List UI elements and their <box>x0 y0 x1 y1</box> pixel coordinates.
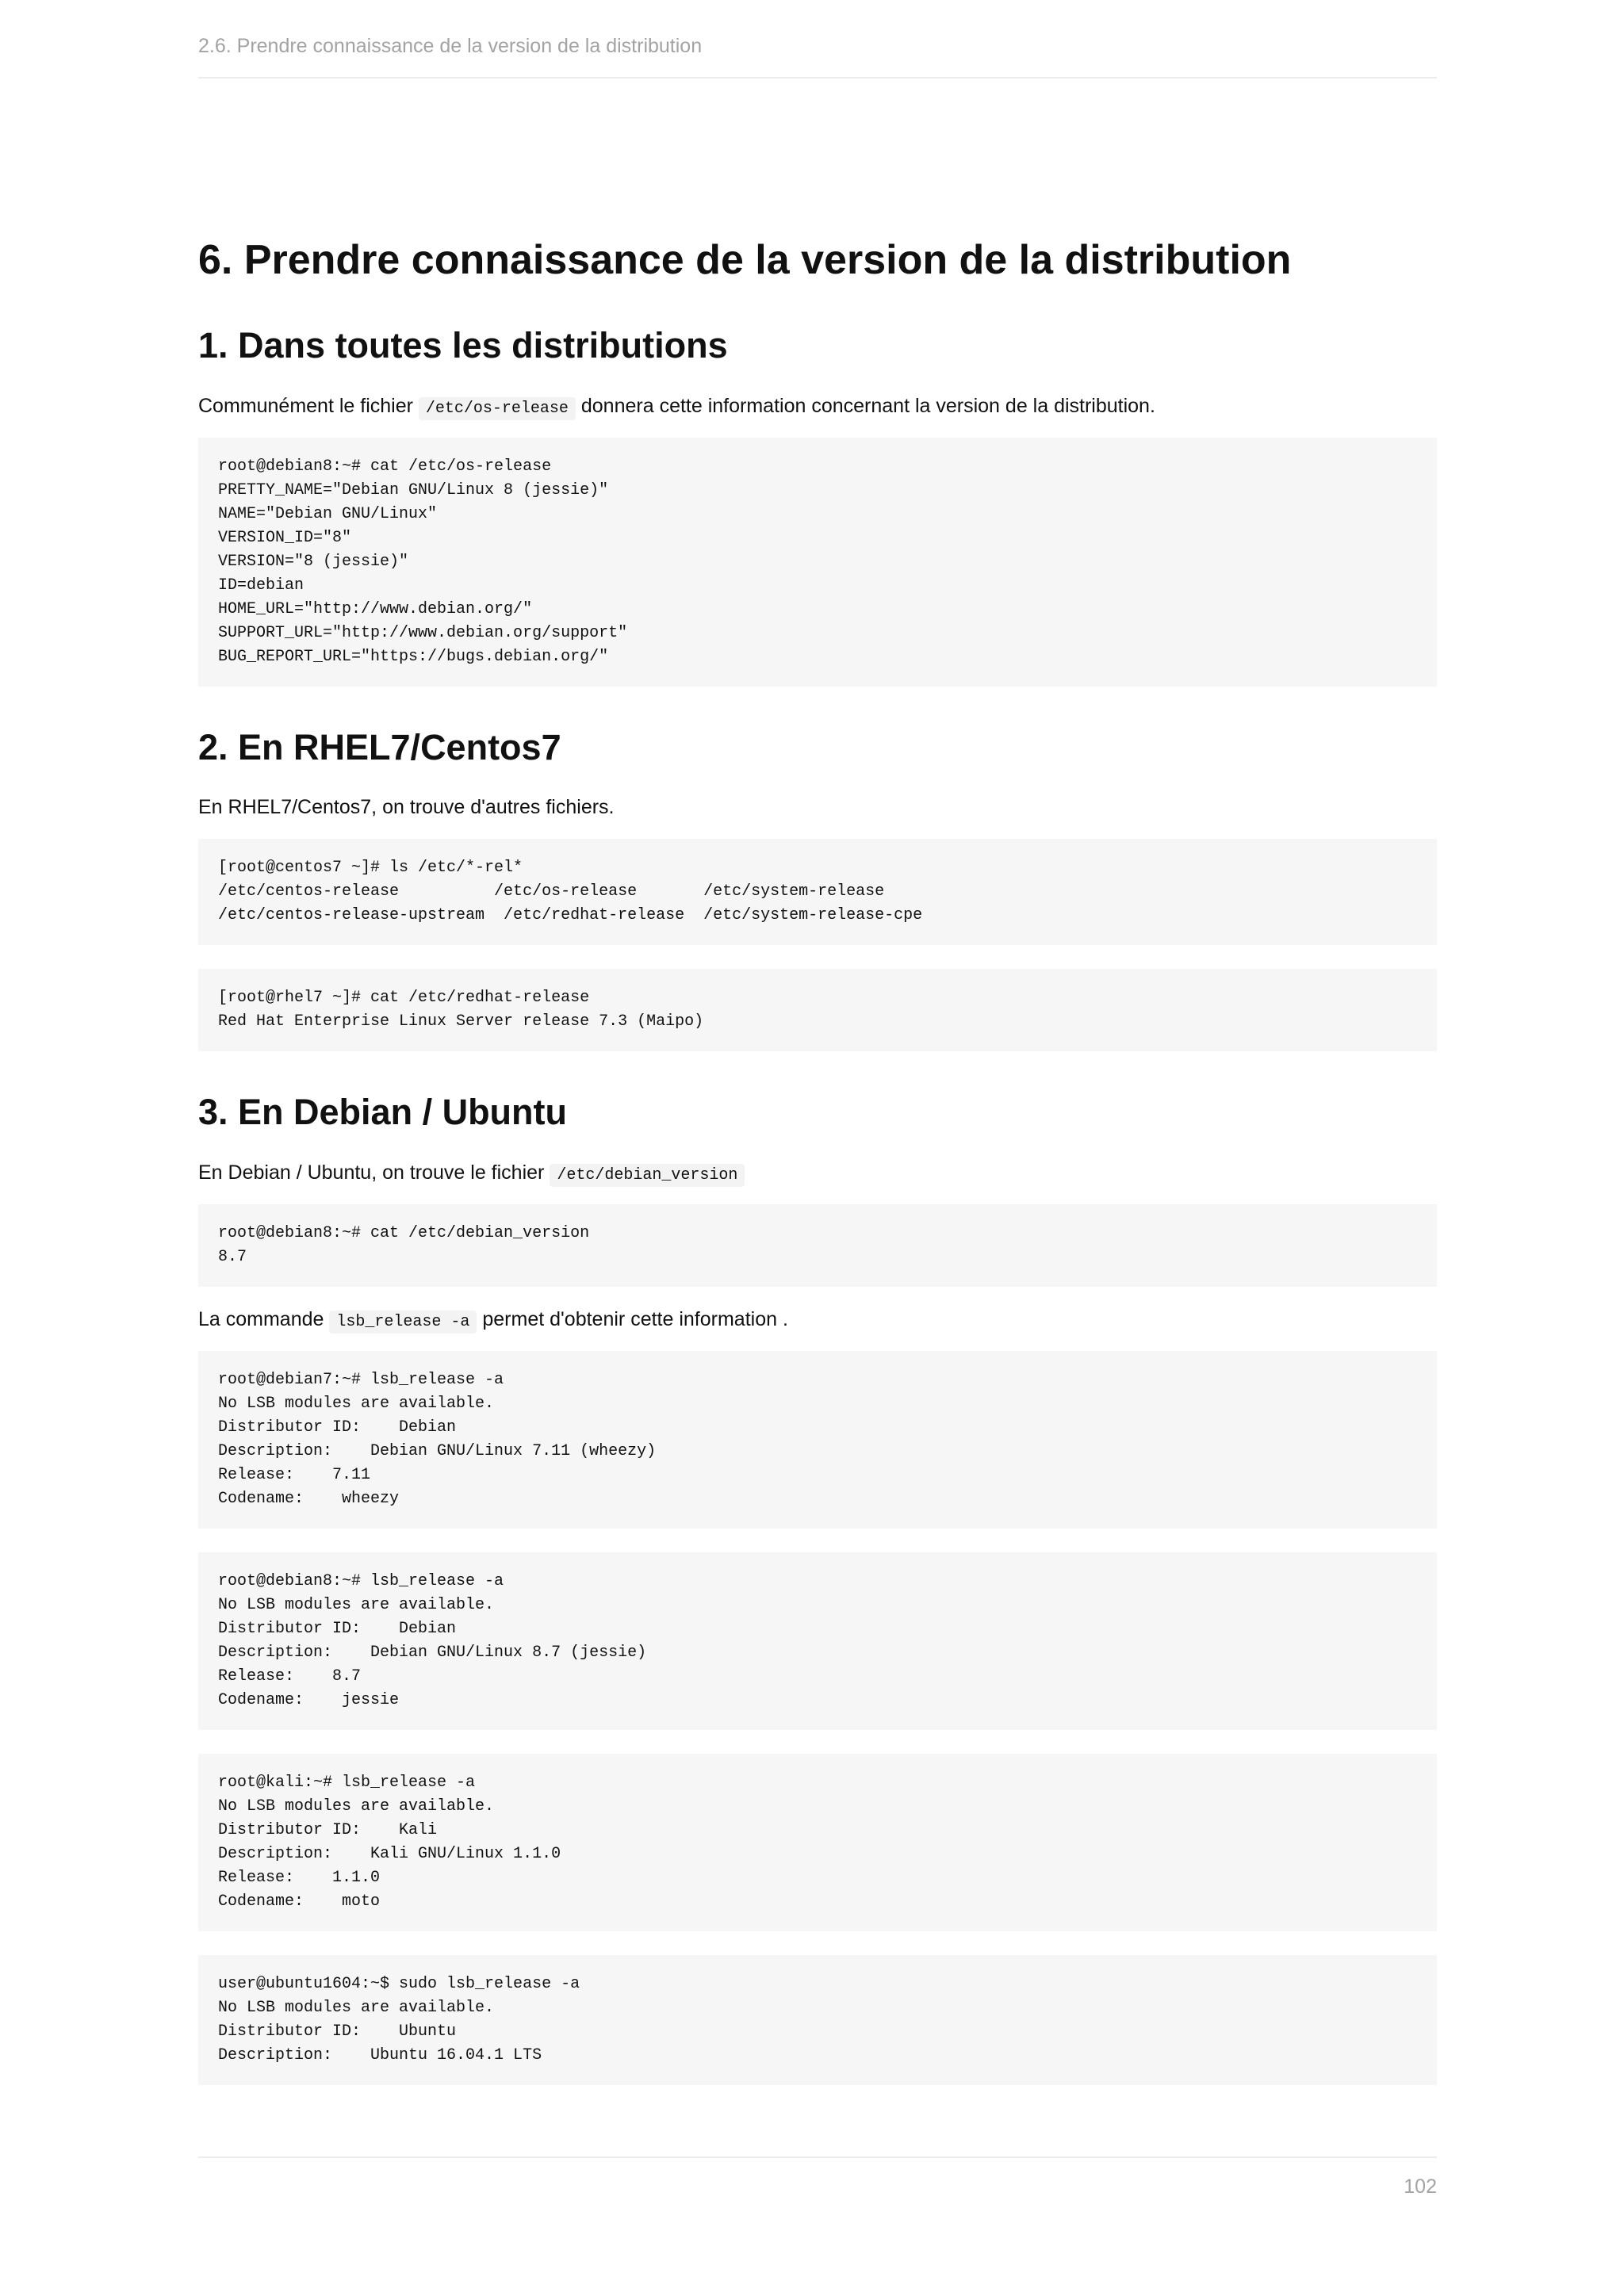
section-intro-debian-version <box>198 1159 1437 1187</box>
intro-text: permet d'obtenir cette information . <box>482 1307 788 1330</box>
code-block-lsb-ubuntu: user@ubuntu1604:~$ sudo lsb_release -a No LSB modules are available. Distributor ID: Ubuntu Description: Ubuntu 16.04.1 LTS <box>198 1955 1437 2085</box>
running-header: 2.6. Prendre connaissance de la version de la distribution <box>198 35 1437 78</box>
section-intro-rhel: En RHEL7/Centos7, on trouve d'autres fichiers. <box>198 796 615 819</box>
inline-code-os-release: /etc/os-release <box>419 397 576 420</box>
code-block-redhat-release: [root@rhel7 ~]# cat /etc/redhat-release Red Hat Enterprise Linux Server release 7.3 (Maipo) <box>198 969 1437 1051</box>
section-heading-rhel-centos: 2. En RHEL7/Centos7 <box>198 726 561 767</box>
section-intro-os-release <box>198 392 1437 420</box>
code-block-debian-version: root@debian8:~# cat /etc/debian_version 8.7 <box>198 1204 1437 1287</box>
section-heading-all-distributions: 1. Dans toutes les distributions <box>198 325 728 366</box>
code-block-ls-release: [root@centos7 ~]# ls /etc/*-rel* /etc/centos-release /etc/os-release /etc/system-release /etc/centos-release-upstream /etc/redhat-release /etc/system-release-cpe <box>198 839 1437 945</box>
intro-text: donnera cette information concernant la version de la distribution. <box>580 394 1155 417</box>
page-content <box>198 238 1437 2085</box>
footer-divider <box>198 2156 1437 2158</box>
intro-text: En Debian / Ubuntu, on trouve le fichier <box>198 1161 545 1184</box>
page-title: 6. Prendre connaissance de la version de la distribution <box>198 237 1292 283</box>
intro-text: La commande <box>198 1307 324 1330</box>
code-block-lsb-debian8: root@debian8:~# lsb_release -a No LSB modules are available. Distributor ID: Debian Description: Debian GNU/Linux 8.7 (jessie) Release: 8.7 Codename: jessie <box>198 1552 1437 1730</box>
code-block-lsb-kali: root@kali:~# lsb_release -a No LSB modules are available. Distributor ID: Kali Description: Kali GNU/Linux 1.1.0 Release: 1.1.0 Codename: moto <box>198 1754 1437 1931</box>
inline-code-lsb-release: lsb_release -a <box>329 1311 477 1334</box>
intro-text: Communément le fichier <box>198 394 413 417</box>
code-block-lsb-debian7: root@debian7:~# lsb_release -a No LSB modules are available. Distributor ID: Debian Description: Debian GNU/Linux 7.11 (wheezy) Release: 7.11 Codename: wheezy <box>198 1351 1437 1529</box>
code-block-os-release: root@debian8:~# cat /etc/os-release PRETTY_NAME="Debian GNU/Linux 8 (jessie)" NAME="Debian GNU/Linux" VERSION_ID="8" VERSION="8 (jessie)" ID=debian HOME_URL="http://www.debian.org/" SUPPORT_URL="http://www.debian.org/support" BUG_REPORT_URL="https://bugs.debian.org/" <box>198 438 1437 687</box>
lsb-release-intro <box>198 1306 1437 1334</box>
section-heading-debian-ubuntu: 3. En Debian / Ubuntu <box>198 1092 568 1133</box>
page-number: 102 <box>1404 2175 1437 2198</box>
inline-code-debian-version: /etc/debian_version <box>550 1164 745 1187</box>
